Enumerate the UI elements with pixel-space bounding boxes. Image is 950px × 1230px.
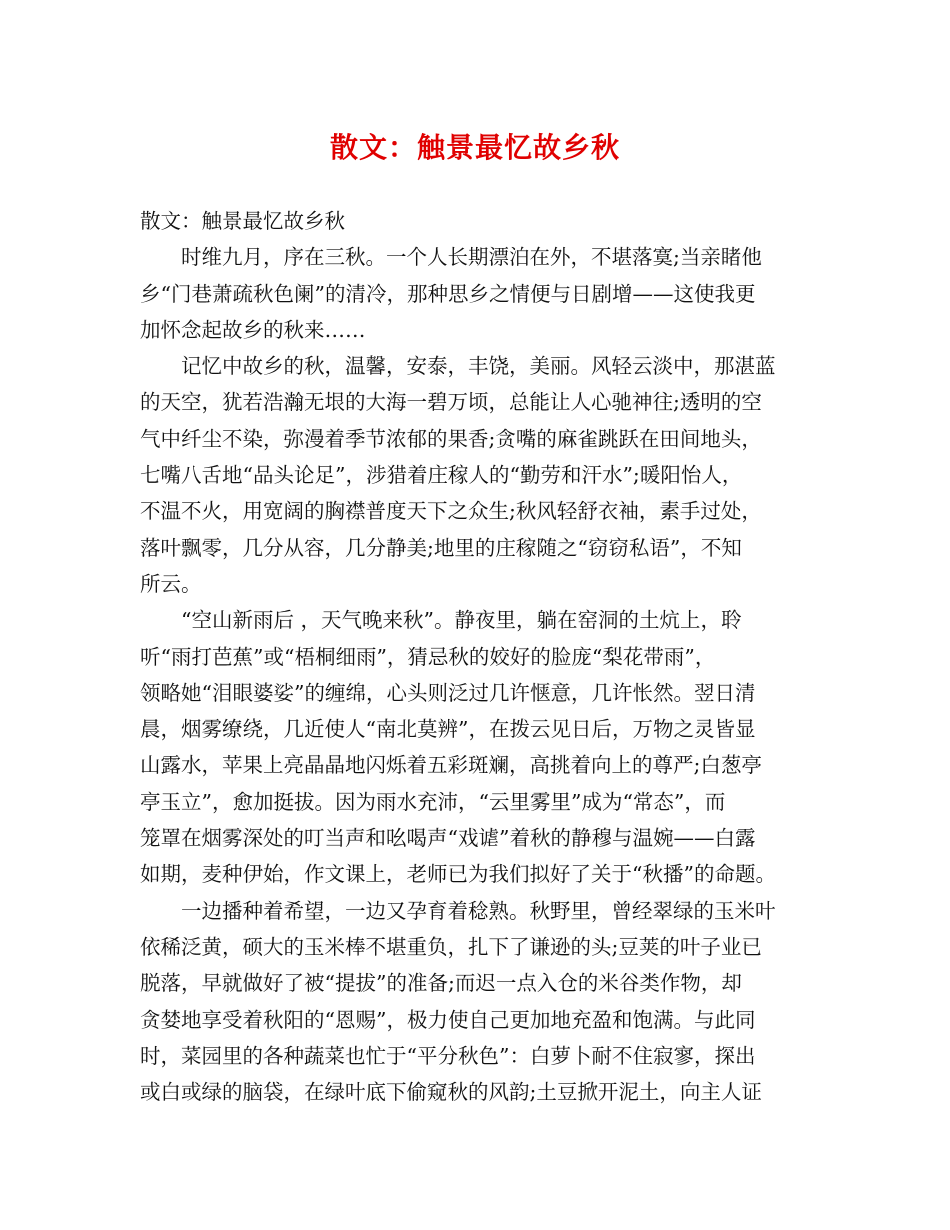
text-line: 亭玉立”，愈加挺拔。因为雨水充沛，“云里雾里”成为“常态”，而 <box>140 789 726 814</box>
text-line: 笼罩在烟雾深处的叮当声和吆喝声“戏谑”着秋的静穆与温婉——白露 <box>140 826 756 851</box>
text-line: 乡“门巷萧疏秋色阑”的清冷，那种思乡之情便与日剧增——这使我更 <box>140 281 756 306</box>
text-line: 时，菜园里的各种蔬菜也忙于“平分秋色”：白萝卜耐不住寂寥，探出 <box>140 1043 756 1068</box>
text-line: 七嘴八舌地“品头论足”，涉猎着庄稼人的“勤劳和汗水”;暖阳怡人， <box>140 463 743 488</box>
text-line: 脱落，早就做好了被“提拔”的准备;而迟一点入仓的米谷类作物，却 <box>140 971 742 996</box>
text-line: 领略她“泪眼婆娑”的缠绵，心头则泛过几许惬意，几许怅然。翌日清 <box>140 680 756 705</box>
text-line: 散文：触景最忆故乡秋 <box>140 209 345 233</box>
text-line: 时维九月，序在三秋。一个人长期漂泊在外，不堪落寞;当亲睹他 <box>181 245 762 270</box>
text-line: 山露水，苹果上亮晶晶地闪烁着五彩斑斓，高挑着向上的尊严;白葱亭 <box>140 753 762 778</box>
text-line: 落叶飘零，几分从容，几分静美;地里的庄稼随之“窃窃私语”，不知 <box>140 535 742 560</box>
text-line: 或白或绿的脑袋，在绿叶底下偷窥秋的风韵;土豆掀开泥土，向主人证 <box>140 1080 762 1105</box>
text-line: 晨，烟雾缭绕，几近使人“南北莫辨”，在拨云见日后，万物之灵皆显 <box>140 717 756 742</box>
text-line: 的天空，犹若浩瀚无垠的大海一碧万顷，总能让人心驰神往;透明的空 <box>140 390 762 415</box>
text-line: 听“雨打芭蕉”或“梧桐细雨”，猜忌秋的姣好的脸庞“梨花带雨”， <box>140 644 716 669</box>
text-line: 贪婪地享受着秋阳的“恩赐”，极力使自己更加地充盈和饱满。与此同 <box>140 1007 756 1032</box>
text-line: 不温不火，用宽阔的胸襟普度天下之众生;秋风轻舒衣袖，素手过处， <box>140 499 762 524</box>
text-line: “空山新雨后 ，天气晚来秋”。静夜里，躺在窑洞的土炕上，聆 <box>181 608 742 633</box>
text-line: 依稀泛黄，硕大的玉米棒不堪重负，扎下了谦逊的头;豆荚的叶子业已 <box>140 934 762 959</box>
article-body <box>140 203 830 1110</box>
text-line: 记忆中故乡的秋，温馨，安泰，丰饶，美丽。风轻云淡中，那湛蓝 <box>181 354 776 379</box>
text-line: 加怀念起故乡的秋来…… <box>140 317 366 342</box>
text-line: 如期，麦种伊始，作文课上，老师已为我们拟好了关于“秋播”的命题。 <box>140 862 776 887</box>
text-line: 一边播种着希望，一边又孕育着稔熟。秋野里，曾经翠绿的玉米叶 <box>181 898 776 923</box>
text-line: 所云。 <box>140 571 202 596</box>
text-line: 气中纤尘不染，弥漫着季节浓郁的果香;贪嘴的麻雀跳跃在田间地头， <box>140 426 762 451</box>
page-title: 散文：触景最忆故乡秋 <box>329 131 620 164</box>
